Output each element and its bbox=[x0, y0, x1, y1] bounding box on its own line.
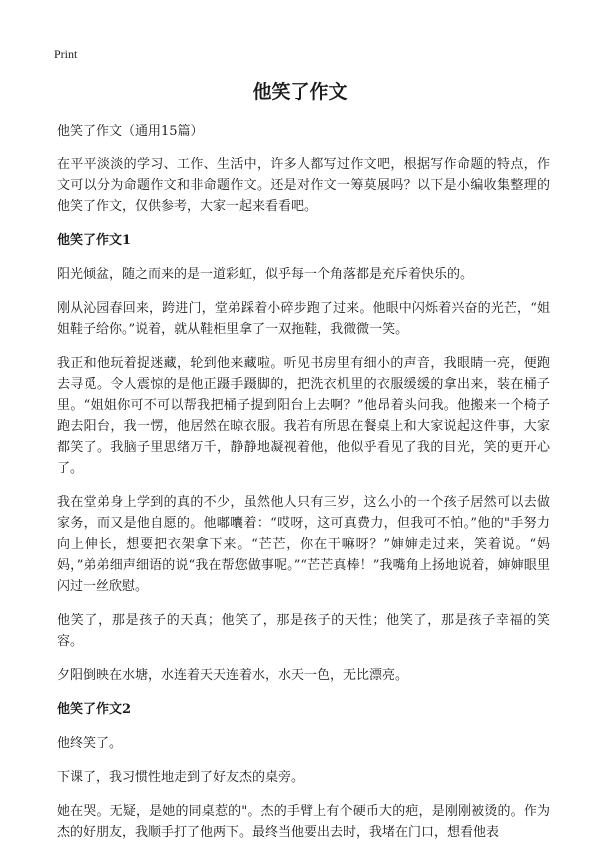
paragraph: 我在堂弟身上学到的真的不少，虽然他人只有三岁，这么小的一个孩子居然可以去做家务，而又是他自愿的。他嘟囔着：“哎呀，这可真费力，但我可不怕。”他的"手努力向上伸长，想要把衣架拿下来。“芒芒，你在干嘛呀？”婶婶走过来，笑着说。“妈妈，”弟弟细声细语的说“我在帮您做事呢。”“芒芒真棒！”我嘴角上扬地说着，婶婶眼里闪过一丝欣慰。 bbox=[57, 495, 550, 594]
intro-paragraph: 在平平淡淡的学习、工作、生活中，许多人都写过作文吧，根据写作命题的特点，作文可以分为命题作文和非命题作文。还是对作文一筹莫展吗？以下是小编收集整理的他笑了作文，仅供参考，大家一起来看看吧。 bbox=[57, 157, 550, 214]
article-subtitle: 他笑了作文（通用15篇） bbox=[57, 124, 204, 139]
article-body bbox=[57, 121, 550, 856]
paragraph: 刚从沁园春回来，跨进门，堂弟踩着小碎步跑了过来。他眼中闪烁着兴奋的光芒，“姐姐鞋子给你。”说着，就从鞋柜里拿了一双拖鞋，我微微一笑。 bbox=[57, 301, 550, 337]
paragraph: 我正和他玩着捉迷藏，轮到他来藏啦。听见书房里有细小的声音，我眼睛一亮，便跑去寻觅。令人震惊的是他正蹑手蹑脚的，把洗衣机里的衣服缓缓的拿出来，装在桶子里。“姐姐你可不可以帮我把桶子提到阳台上去啊？”他昂着头问我。他搬来一个椅子跑去阳台，我一愣，他居然在晾衣服。我若有所思在餐桌上和大家说起这件事，大家都笑了。我脑子里思绪万千，静静地凝视着他，他似乎看见了我的目光，笑的更开心了。 bbox=[57, 356, 550, 476]
section-heading: 他笑了作文1 bbox=[57, 233, 132, 248]
paragraph: 下课了，我习惯性地走到了好友杰的桌旁。 bbox=[57, 770, 305, 785]
paragraph: 她在哭。无疑，是她的同桌惹的"。杰的手臂上有个硬币大的疤，是刚刚被烫的。作为杰的好朋友，我顺手打了他两下。最终当他要出去时，我堵在门口，想看他表 bbox=[57, 804, 550, 840]
print-link[interactable]: Print bbox=[54, 47, 78, 61]
paragraph: 阳光倾盆，随之而来的是一道彩虹，似乎每一个角落都是充斥着快乐的。 bbox=[57, 267, 474, 282]
paragraph: 他终笑了。 bbox=[57, 736, 123, 751]
section-heading: 他笑了作文2 bbox=[57, 702, 132, 717]
paragraph: 夕阳倒映在水塘，水连着天天连着水，水天一色，无比漂亮。 bbox=[57, 668, 409, 683]
page-title: 他笑了作文 bbox=[252, 81, 348, 103]
paragraph: 他笑了，那是孩子的天真；他笑了，那是孩子的天性；他笑了，那是孩子幸福的笑容。 bbox=[57, 613, 550, 649]
